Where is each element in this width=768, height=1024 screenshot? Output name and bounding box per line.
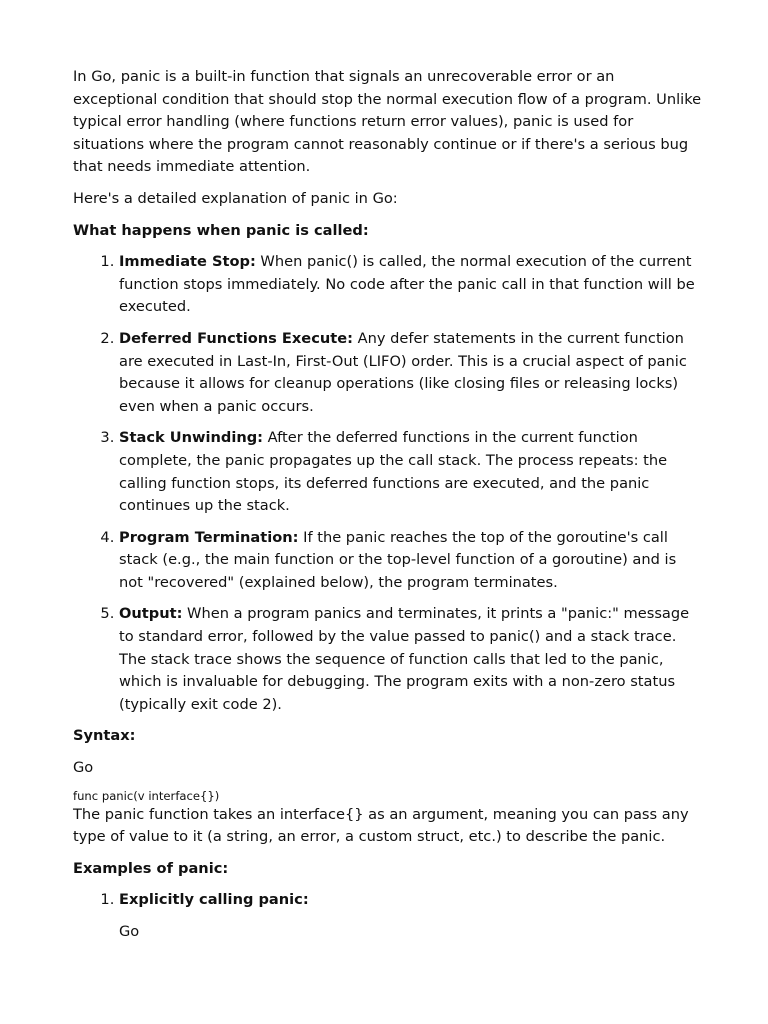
list-item bbox=[119, 603, 703, 716]
what-happens-heading bbox=[73, 220, 703, 243]
code-language-label: Go bbox=[119, 923, 140, 940]
list-item-text: If the panic reaches the top of the goroutine's call stack (e.g., the main function or the top-level function of a goroutine) and is not "recovered" (explained below), the program terminates. bbox=[119, 528, 677, 591]
list-item-text: When a program panics and terminates, it prints a "panic:" message to standard error, followed by the value passed to panic() and a stack trace. The stack trace shows the sequence of function calls that led to the panic, which is invaluable for debugging. The program exits with a non-zero status (typically exit code 2). bbox=[119, 605, 690, 713]
document-page bbox=[73, 66, 703, 953]
code-snippet: func panic(v interface{}) bbox=[73, 788, 220, 803]
examples-heading bbox=[73, 858, 703, 881]
list-item bbox=[119, 251, 703, 319]
intro-lead-paragraph: Here's a detailed explanation of panic in Go: bbox=[73, 189, 398, 207]
list-item bbox=[119, 889, 703, 943]
what-happens-list bbox=[73, 251, 703, 716]
list-item bbox=[119, 427, 703, 517]
examples-heading-text: Examples of panic: bbox=[73, 859, 229, 877]
list-item-title: Program Termination: bbox=[119, 528, 299, 546]
syntax-explanation: The panic function takes an interface{} as an argument, meaning you can pass any type of value to it (a string, an error, a custom struct, etc.) to describe the panic. bbox=[73, 805, 689, 846]
list-item-title: Immediate Stop: bbox=[119, 253, 256, 271]
intro-paragraph: In Go, panic is a built-in function that signals an unrecoverable error or an exceptional condition that should stop the normal execution flow of a program. Unlike typical error handling (where functions return error values), panic is used for situations where the program cannot reasonably continue or if there's a serious bug that needs immediate attention. bbox=[73, 68, 702, 176]
list-item-text: After the deferred functions in the current function complete, the panic propagates up the call stack. The process repeats: the calling function stops, its deferred functions are executed, and the panic continues up the stack. bbox=[119, 429, 668, 515]
examples-list bbox=[73, 889, 703, 943]
syntax-heading bbox=[73, 725, 703, 748]
what-happens-heading-text: What happens when panic is called: bbox=[73, 221, 369, 239]
list-item-title: Explicitly calling panic: bbox=[119, 891, 309, 909]
syntax-heading-text: Syntax: bbox=[73, 727, 136, 745]
list-item-text: Any defer statements in the current function are executed in Last-In, First-Out (LIFO) order. This is a crucial aspect of panic because it allows for cleanup operations (like closing files or releasing locks) even when a panic occurs. bbox=[119, 329, 687, 415]
list-item-title: Stack Unwinding: bbox=[119, 429, 264, 447]
list-item-title: Output: bbox=[119, 605, 183, 623]
list-item-text: When panic() is called, the normal execution of the current function stops immediately. No code after the panic call in that function will be executed. bbox=[119, 253, 695, 316]
code-language-label: Go bbox=[73, 759, 94, 777]
list-item bbox=[119, 328, 703, 418]
list-item bbox=[119, 527, 703, 595]
list-item-title: Deferred Functions Execute: bbox=[119, 329, 353, 347]
